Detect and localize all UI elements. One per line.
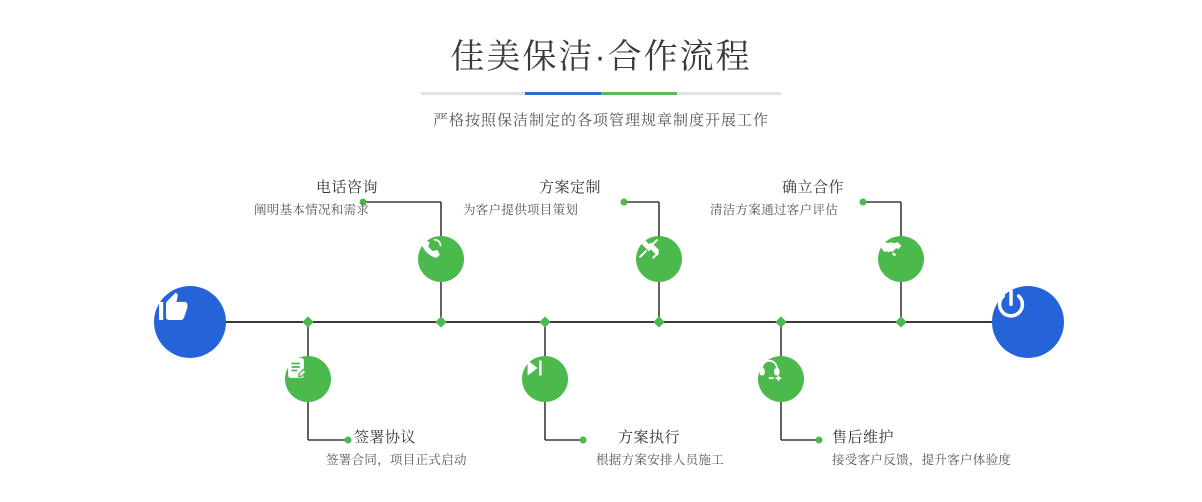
divider-green-segment [601, 92, 677, 95]
page-subtitle: 严格按照保洁制定的各项管理规章制度开展工作 [432, 112, 769, 129]
step-desc-2: 签署合同，项目正式启动 [326, 453, 467, 467]
step-icon-document-edit [285, 356, 331, 402]
step-desc-4: 根据方案安排人员施工 [596, 453, 725, 467]
step-title-2: 签署协议 [354, 429, 417, 446]
step-title-1: 电话咨询 [316, 179, 379, 196]
step-label-6 [832, 428, 1011, 470]
step-desc-1: 阐明基本情况和需求 [254, 203, 370, 217]
step-desc-3: 为客户提供项目策划 [463, 203, 579, 217]
step-icon-phone-call [418, 236, 464, 282]
step-label-5 [710, 178, 844, 220]
step-title-3: 方案定制 [539, 179, 602, 196]
step-title-4: 方案执行 [618, 429, 681, 446]
step-icon-handshake [878, 236, 924, 282]
start-endpoint [154, 286, 226, 358]
step-label-1 [254, 178, 378, 220]
divider-blue-segment [525, 92, 601, 95]
process-timeline [0, 150, 1202, 502]
title-divider [421, 92, 781, 95]
step-icon-scheme-plan [636, 236, 682, 282]
step-title-5: 确立合作 [782, 179, 845, 196]
step-title-6: 售后维护 [832, 429, 895, 446]
step-label-4 [596, 428, 724, 470]
end-endpoint [992, 286, 1064, 358]
step-desc-6: 接受客户反馈，提升客户体验度 [832, 453, 1012, 467]
step-label-3 [463, 178, 601, 220]
page-title: 佳美保洁·合作流程 [450, 38, 752, 76]
step-label-2 [326, 428, 467, 470]
page-header [0, 34, 1202, 130]
step-icon-play-execute [522, 356, 568, 402]
step-desc-5: 清洁方案通过客户评估 [710, 203, 839, 217]
step-icon-customer-service [758, 356, 804, 402]
